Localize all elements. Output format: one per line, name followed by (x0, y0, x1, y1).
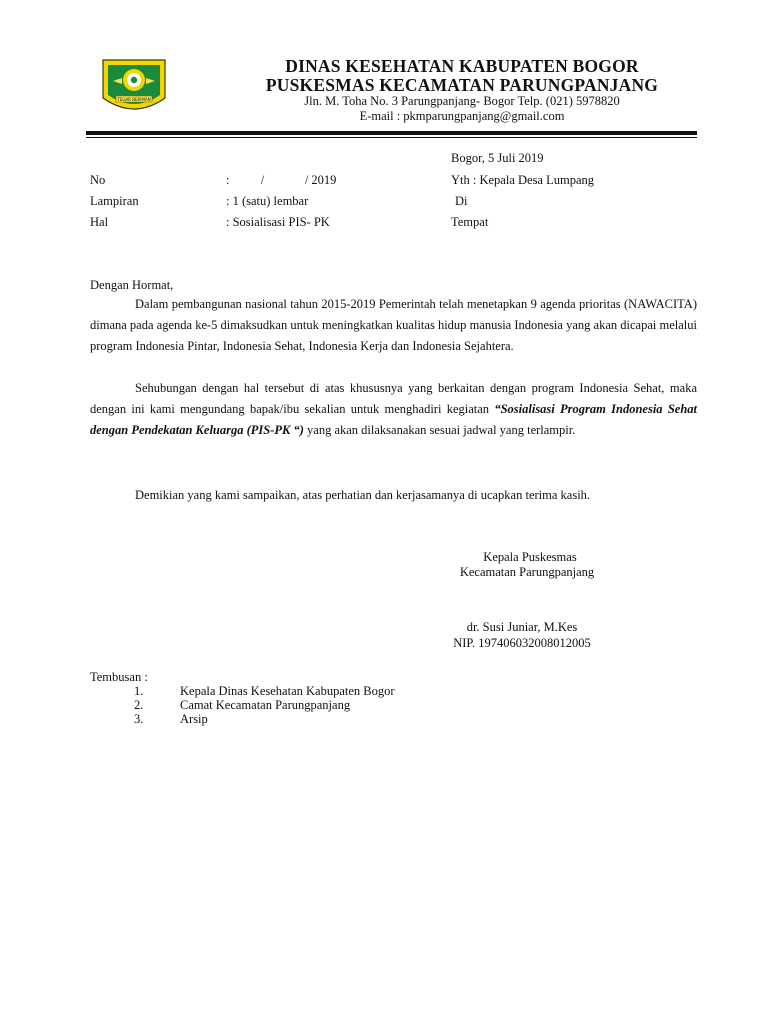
closing-paragraph: Demikian yang kami sampaikan, atas perhatian dan kerjasamanya di ucapkan terima kasih. (135, 488, 591, 502)
no-label: No (90, 173, 106, 187)
letterhead-agency: DINAS KESEHATAN KABUPATEN BOGOR (285, 56, 639, 76)
recipient-line: Yth : Kepala Desa Lumpang (451, 173, 595, 187)
hal-label: Hal (90, 215, 109, 229)
hal-value: : Sosialisasi PIS- PK (226, 215, 330, 229)
svg-text:TEGAR BERIMAN: TEGAR BERIMAN (117, 97, 151, 102)
recipient-di: Di (455, 194, 468, 208)
place-date: Bogor, 5 Juli 2019 (451, 151, 544, 165)
lampiran-value: : 1 (satu) lembar (226, 194, 309, 208)
signatory-name: dr. Susi Juniar, M.Kes (466, 620, 578, 634)
tembusan-item-2: Camat Kecamatan Parungpanjang (180, 698, 351, 712)
letterhead-divider-thick (86, 131, 697, 135)
paragraph-2 (90, 378, 697, 441)
recipient-tempat: Tempat (451, 215, 489, 229)
kabupaten-bogor-logo (101, 58, 167, 115)
letterhead-email: E-mail : pkmparungpanjang@gmail.com (359, 109, 565, 123)
tembusan-label: Tembusan : (90, 670, 148, 684)
paragraph-2-start: Sehubungan dengan hal tersebut di atas khususnya yang berkaitan dengan program Indonesia Sehat, maka dengan ini kami mengundang bapak/ibu sekalian untuk menghadiri kegiatan (90, 381, 697, 416)
paragraph-2-end: yang akan dilaksanakan sesuai jadwal yang terlampir. (303, 423, 576, 437)
tembusan-num-3: 3. (134, 712, 144, 726)
tembusan-num-2: 2. (134, 698, 144, 712)
letterhead-divider-thin (86, 137, 697, 138)
signature-title-2: Kecamatan Parungpanjang (459, 565, 595, 579)
letterhead-address: Jln. M. Toha No. 3 Parungpanjang- Bogor Telp. (021) 5978820 (304, 94, 620, 108)
event-title: “Sosialisasi Program Indonesia Sehat dengan Pendekatan Keluarga (PIS-PK “) (90, 402, 698, 437)
signature-title-1: Kepala Puskesmas (483, 550, 577, 564)
no-value: : / / 2019 (226, 173, 337, 187)
tembusan-item-3: Arsip (180, 712, 208, 726)
paragraph-1: Dalam pembangunan nasional tahun 2015-2019 Pemerintah telah menetapkan 9 agenda prioritas (NAWACITA) dimana pada agenda ke-5 dimaksudkan untuk meningkatkan kualitas hidup manusia Indonesia yang akan dicapai melalui program Indonesia Pintar, Indonesia Sehat, Indonesia Kerja dan Indonesia Sejahtera. (90, 297, 697, 353)
letterhead-office: PUSKESMAS KECAMATAN PARUNGPANJANG (265, 75, 659, 95)
lampiran-label: Lampiran (90, 194, 139, 208)
greeting: Dengan Hormat, (90, 278, 174, 292)
tembusan-num-1: 1. (134, 684, 144, 698)
tembusan-item-1: Kepala Dinas Kesehatan Kabupaten Bogor (180, 684, 395, 698)
signatory-nip: NIP. 197406032008012005 (453, 636, 591, 650)
